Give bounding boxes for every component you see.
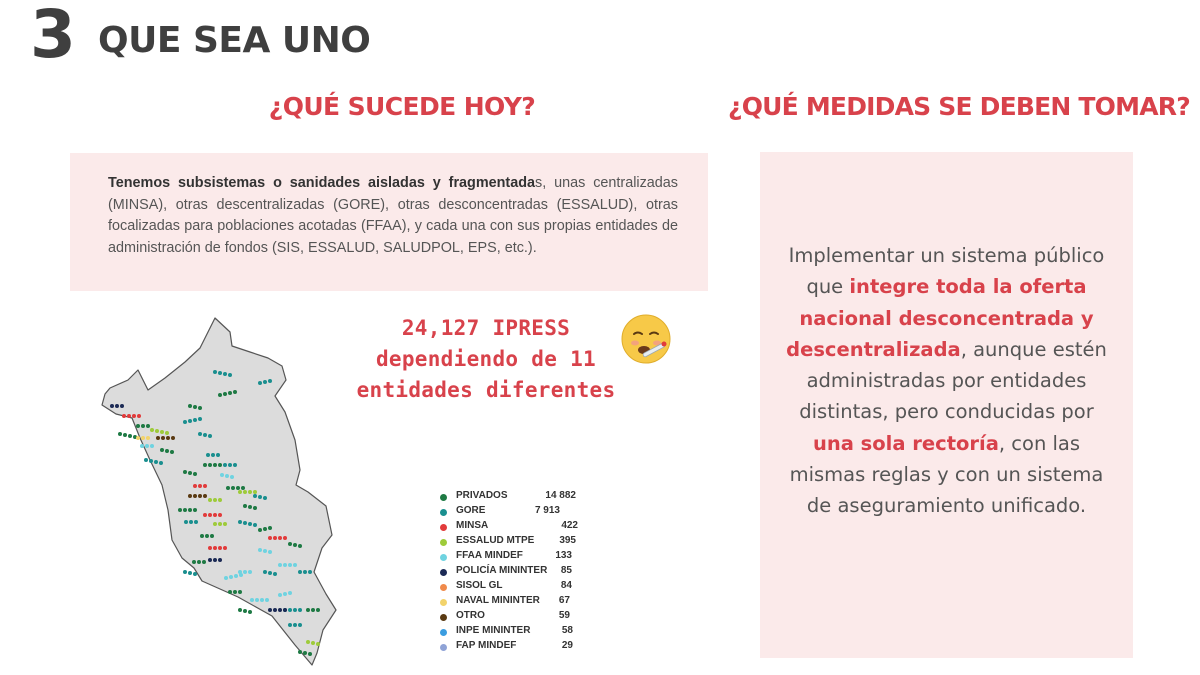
- facility-dot: [293, 623, 297, 627]
- facility-dot: [193, 472, 197, 476]
- facility-dot: [218, 498, 222, 502]
- facility-dot: [238, 608, 242, 612]
- facility-dot: [170, 450, 174, 454]
- facility-dot: [146, 436, 150, 440]
- facility-dot: [226, 486, 230, 490]
- facility-dot: [238, 490, 242, 494]
- facility-dot: [166, 436, 170, 440]
- facility-dot: [263, 527, 267, 531]
- facility-dot: [231, 486, 235, 490]
- legend-dot: [440, 599, 447, 606]
- facility-dot: [303, 570, 307, 574]
- facility-dot: [203, 513, 207, 517]
- facility-dot: [218, 522, 222, 526]
- facility-dot: [171, 436, 175, 440]
- facility-dot: [241, 486, 245, 490]
- current-situation-box: [70, 153, 708, 291]
- legend-value: 29: [561, 640, 573, 651]
- facility-dot: [283, 592, 287, 596]
- facility-dot: [198, 494, 202, 498]
- facility-dot: [208, 463, 212, 467]
- legend-item: [440, 535, 576, 549]
- facility-dot: [178, 508, 182, 512]
- facility-dot: [188, 404, 192, 408]
- facility-dot: [223, 372, 227, 376]
- facility-dot: [189, 520, 193, 524]
- facility-dot: [188, 508, 192, 512]
- facility-dot: [208, 498, 212, 502]
- facility-dot: [268, 571, 272, 575]
- stat-line-3: entidades diferentes: [356, 378, 616, 402]
- facility-dot: [268, 379, 272, 383]
- legend-dot: [440, 539, 447, 546]
- facility-dot: [273, 536, 277, 540]
- facility-dot: [218, 546, 222, 550]
- facility-dot: [236, 486, 240, 490]
- facility-dot: [200, 534, 204, 538]
- facility-dot: [293, 608, 297, 612]
- facility-dot: [183, 570, 187, 574]
- current-situation-rest: s, unas centralizadas (MINSA), otras descentralizadas (GORE), otras desconcentradas (ESSALUD), otras focalizadas para poblaciones acotadas (FFAA), y cada una con sus propias entidades de administración de fondos (SIS, ESSALUD, SALUDPOL, EPS, etc.).: [108, 175, 678, 256]
- legend-label: POLICÍA MININTER: [456, 565, 548, 576]
- legend-label: SISOL GL: [456, 580, 503, 591]
- legend-dot: [440, 509, 447, 516]
- facility-dot: [288, 563, 292, 567]
- face-with-thermometer-icon: [620, 313, 672, 365]
- facility-dot: [193, 418, 197, 422]
- legend-label: GORE: [456, 505, 486, 516]
- legend-item: [440, 640, 573, 654]
- facility-dot: [115, 404, 119, 408]
- legend-value: 7 913: [534, 505, 560, 516]
- legend-item: [440, 610, 570, 624]
- facility-dot: [238, 590, 242, 594]
- facility-dot: [223, 546, 227, 550]
- facility-dot: [228, 463, 232, 467]
- facility-dot: [197, 560, 201, 564]
- legend-label: ESSALUD MTPE: [456, 535, 535, 546]
- facility-dot: [229, 575, 233, 579]
- facility-dot: [250, 598, 254, 602]
- facility-dot: [123, 433, 127, 437]
- legend-value: 395: [559, 535, 576, 546]
- legend-item: [440, 490, 576, 504]
- facility-dot: [220, 473, 224, 477]
- facility-dot: [155, 429, 159, 433]
- facility-dot: [253, 494, 257, 498]
- facility-dot: [263, 380, 267, 384]
- facility-dot: [127, 414, 131, 418]
- facility-dot: [150, 444, 154, 448]
- facility-dot: [278, 608, 282, 612]
- facility-dot: [263, 496, 267, 500]
- facility-dot: [198, 432, 202, 436]
- facility-dot: [208, 434, 212, 438]
- facility-dot: [293, 563, 297, 567]
- facility-dot: [210, 534, 214, 538]
- facility-dot: [268, 550, 272, 554]
- facility-dot: [208, 546, 212, 550]
- facility-dot: [213, 370, 217, 374]
- section-title: QUE SEA UNO: [98, 20, 371, 61]
- facility-dot: [316, 608, 320, 612]
- facility-dot: [238, 520, 242, 524]
- legend-value: 67: [558, 595, 570, 606]
- facility-dot: [208, 513, 212, 517]
- facility-dot: [159, 461, 163, 465]
- facility-dot: [194, 520, 198, 524]
- legend-value: 14 882: [545, 490, 576, 501]
- facility-dot: [192, 560, 196, 564]
- facility-dot: [268, 608, 272, 612]
- facility-dot: [136, 436, 140, 440]
- facility-dot: [306, 640, 310, 644]
- facility-dot: [160, 430, 164, 434]
- legend-label: PRIVADOS: [456, 490, 508, 501]
- legend-value: 422: [561, 520, 578, 531]
- facility-dot: [213, 463, 217, 467]
- facility-dot: [273, 572, 277, 576]
- facility-dot: [206, 453, 210, 457]
- facility-dot: [203, 433, 207, 437]
- left-heading: ¿QUÉ SUCEDE HOY?: [268, 92, 536, 121]
- facility-dot: [223, 522, 227, 526]
- legend-dot: [440, 644, 447, 651]
- facility-dot: [306, 608, 310, 612]
- legend-label: FAP MINDEF: [456, 640, 517, 651]
- facility-dot: [243, 609, 247, 613]
- facility-dot: [218, 513, 222, 517]
- legend-item: [440, 505, 560, 519]
- facility-dot: [243, 570, 247, 574]
- facility-dot: [183, 470, 187, 474]
- legend-label: OTRO: [456, 610, 485, 621]
- facility-dot: [224, 576, 228, 580]
- measures-text-2: , aunque estén administradas por entidades distintas, pero conducidas por: [799, 337, 1107, 424]
- legend-dot: [440, 554, 447, 561]
- facility-dot: [248, 505, 252, 509]
- facility-dot: [193, 494, 197, 498]
- facility-dot: [248, 522, 252, 526]
- facility-dot: [255, 598, 259, 602]
- facility-dot: [283, 563, 287, 567]
- facility-dot: [213, 498, 217, 502]
- facility-dot: [145, 444, 149, 448]
- facility-dot: [193, 484, 197, 488]
- facility-dot: [288, 623, 292, 627]
- facility-dot: [308, 570, 312, 574]
- legend-label: FFAA MINDEF: [456, 550, 523, 561]
- legend-value: 59: [558, 610, 570, 621]
- facility-dot: [150, 428, 154, 432]
- facility-dot: [308, 652, 312, 656]
- legend-item: [440, 565, 572, 579]
- facility-dot: [216, 453, 220, 457]
- stat-line-1: 24,127 IPRESS: [401, 316, 571, 340]
- facility-dot: [198, 406, 202, 410]
- right-heading: ¿QUÉ MEDIDAS SE DEBEN TOMAR?: [728, 92, 1190, 121]
- ipress-stat: [340, 313, 632, 406]
- facility-dot: [278, 593, 282, 597]
- legend-dot: [440, 629, 447, 636]
- facility-dot: [298, 623, 302, 627]
- facility-dot: [288, 542, 292, 546]
- facility-dot: [160, 448, 164, 452]
- facility-dot: [260, 598, 264, 602]
- facility-dot: [213, 558, 217, 562]
- facility-dot: [311, 641, 315, 645]
- facility-dot: [243, 521, 247, 525]
- legend-label: NAVAL MININTER: [456, 595, 540, 606]
- facility-dot: [213, 513, 217, 517]
- facility-dot: [208, 558, 212, 562]
- facility-dot: [146, 424, 150, 428]
- stat-line-2: dependiendo de 11: [375, 347, 597, 371]
- facility-dot: [120, 404, 124, 408]
- facility-dot: [311, 608, 315, 612]
- facility-dot: [248, 490, 252, 494]
- facility-dot: [218, 463, 222, 467]
- facility-dot: [268, 526, 272, 530]
- measures-box: [760, 152, 1133, 658]
- facility-dot: [149, 459, 153, 463]
- facility-dot: [263, 549, 267, 553]
- facility-dot: [141, 424, 145, 428]
- facility-dot: [265, 598, 269, 602]
- facility-dot: [298, 570, 302, 574]
- facility-dot: [223, 392, 227, 396]
- facility-dot: [203, 484, 207, 488]
- facility-dot: [288, 591, 292, 595]
- facility-dot: [218, 371, 222, 375]
- facility-dot: [228, 373, 232, 377]
- facility-dot: [165, 449, 169, 453]
- facility-dot: [228, 590, 232, 594]
- facility-dot: [233, 463, 237, 467]
- facility-dot: [253, 506, 257, 510]
- facility-dot: [233, 390, 237, 394]
- facility-dot: [238, 570, 242, 574]
- facility-dot: [283, 608, 287, 612]
- facility-dot: [132, 414, 136, 418]
- facility-dot: [253, 523, 257, 527]
- facility-dot: [243, 504, 247, 508]
- measures-highlight-2: una sola rectoría: [812, 431, 999, 455]
- facility-dot: [278, 563, 282, 567]
- facility-dot: [198, 417, 202, 421]
- legend-value: 133: [555, 550, 572, 561]
- current-situation-text: [108, 173, 678, 259]
- legend-item: [440, 595, 570, 609]
- facility-dot: [298, 650, 302, 654]
- facility-dot: [136, 424, 140, 428]
- legend-value: 85: [560, 565, 572, 576]
- facility-dot: [193, 405, 197, 409]
- facility-dot: [283, 536, 287, 540]
- facility-dot: [203, 494, 207, 498]
- facility-dot: [140, 444, 144, 448]
- current-situation-bold: Tenemos subsistemas o sanidades aisladas y fragmentada: [108, 175, 536, 191]
- facility-dot: [213, 522, 217, 526]
- peru-outline: [102, 318, 336, 665]
- facility-dot: [118, 432, 122, 436]
- facility-dot: [316, 642, 320, 646]
- facility-dot: [225, 474, 229, 478]
- facility-dot: [203, 463, 207, 467]
- measures-text-1: Implementar un sistema público que: [788, 244, 1105, 299]
- legend-dot: [440, 524, 447, 531]
- legend-dot: [440, 494, 447, 501]
- facility-dot: [243, 490, 247, 494]
- facility-dot: [268, 536, 272, 540]
- facility-dot: [234, 574, 238, 578]
- facility-dot: [165, 431, 169, 435]
- legend-dot: [440, 569, 447, 576]
- facility-dot: [258, 381, 262, 385]
- measures-text-3: , con las mismas reglas y con un sistema de aseguramiento unificado.: [789, 431, 1104, 518]
- legend-label: MINSA: [456, 520, 489, 531]
- facility-dot: [202, 560, 206, 564]
- facility-dot: [233, 590, 237, 594]
- facility-dot: [183, 420, 187, 424]
- legend-dot: [440, 614, 447, 621]
- facility-dot: [154, 460, 158, 464]
- facility-dot: [188, 471, 192, 475]
- facility-dot: [230, 475, 234, 479]
- facility-dot: [298, 544, 302, 548]
- facility-dot: [144, 458, 148, 462]
- measures-text: [786, 240, 1107, 522]
- facility-dot: [184, 520, 188, 524]
- facility-dot: [161, 436, 165, 440]
- facility-dot: [128, 434, 132, 438]
- legend-value: 84: [560, 580, 572, 591]
- measures-highlight-1: integre toda la oferta nacional desconcentrada y descentralizada: [786, 275, 1094, 361]
- facility-dot: [211, 453, 215, 457]
- facility-dot: [188, 494, 192, 498]
- facility-dot: [110, 404, 114, 408]
- facility-dot: [213, 546, 217, 550]
- legend-item: [440, 580, 572, 594]
- facility-dot: [303, 651, 307, 655]
- facility-dot: [183, 508, 187, 512]
- facility-dot: [188, 419, 192, 423]
- facility-dot: [193, 508, 197, 512]
- facility-dot: [223, 463, 227, 467]
- facility-dot: [137, 414, 141, 418]
- facility-dot: [188, 571, 192, 575]
- facility-dot: [156, 436, 160, 440]
- section-number: 3: [30, 0, 76, 73]
- legend-item: [440, 550, 572, 564]
- facility-dot: [273, 608, 277, 612]
- facility-dot: [248, 610, 252, 614]
- facility-dot: [253, 490, 257, 494]
- facility-dot: [122, 414, 126, 418]
- legend-label: INPE MININTER: [456, 625, 531, 636]
- facility-dot: [298, 608, 302, 612]
- facility-dot: [258, 528, 262, 532]
- facility-dot: [141, 436, 145, 440]
- facility-dot: [198, 484, 202, 488]
- facility-dot: [218, 393, 222, 397]
- facility-dot: [205, 534, 209, 538]
- legend-dot: [440, 584, 447, 591]
- facility-dot: [193, 572, 197, 576]
- facility-dot: [228, 391, 232, 395]
- facility-dot: [258, 548, 262, 552]
- facility-dot: [248, 570, 252, 574]
- facility-dot: [218, 558, 222, 562]
- facility-dot: [288, 608, 292, 612]
- facility-dot: [278, 536, 282, 540]
- facility-dot: [258, 495, 262, 499]
- legend-item: [440, 520, 578, 534]
- facility-dot: [293, 543, 297, 547]
- legend-value: 58: [561, 625, 573, 636]
- legend-item: [440, 625, 573, 639]
- facility-dot: [263, 570, 267, 574]
